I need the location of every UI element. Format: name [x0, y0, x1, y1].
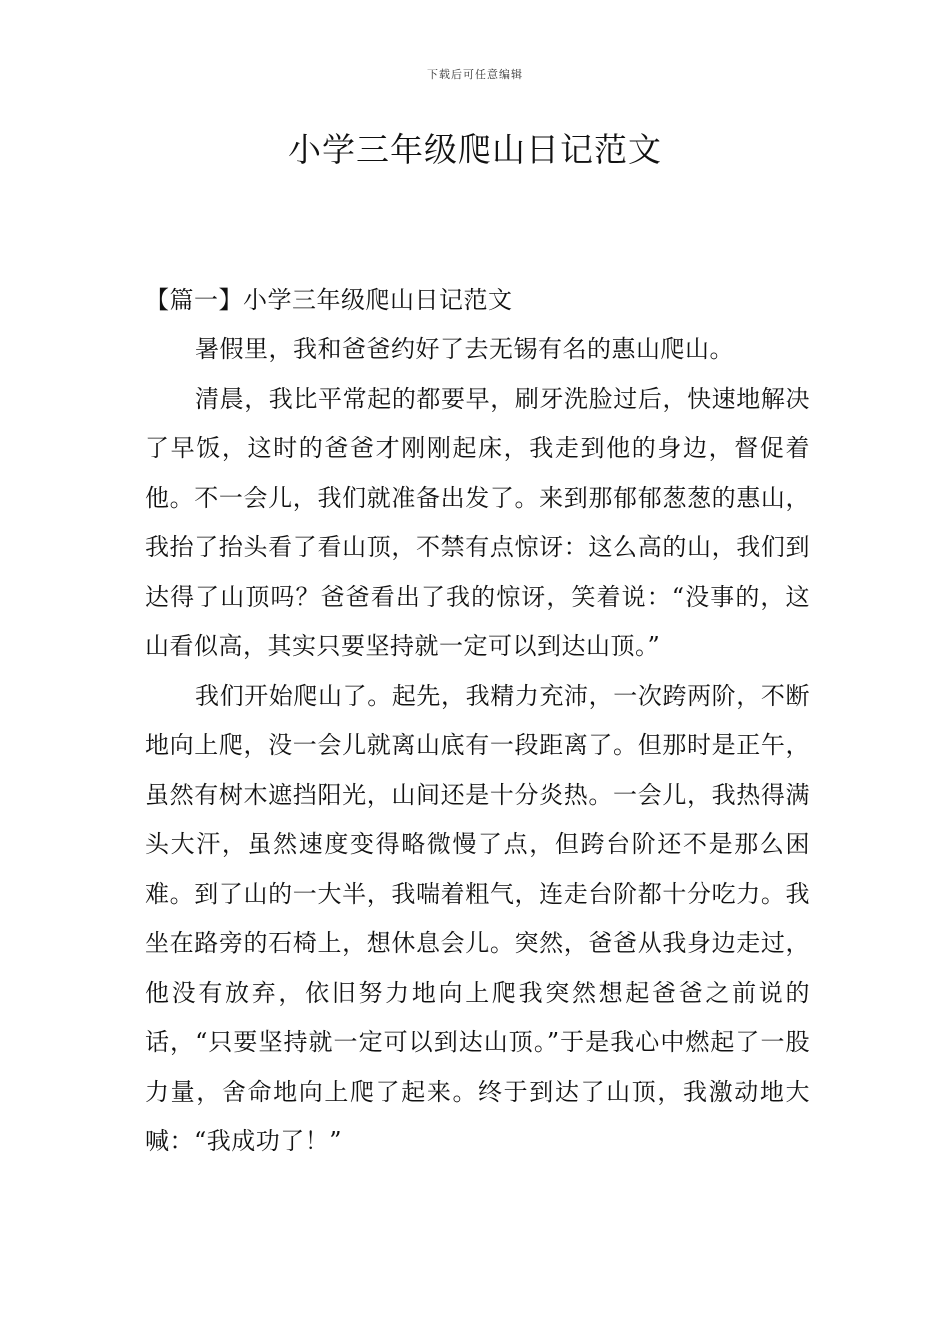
paragraph-1: 暑假里，我和爸爸约好了去无锡有名的惠山爬山。	[195, 335, 734, 363]
document-body	[145, 276, 810, 1167]
header-note: 下载后可任意编辑	[427, 68, 523, 81]
paragraph-2: 清晨，我比平常起的都要早，刷牙洗脸过后，快速地解决了早饭，这时的爸爸才刚刚起床，我走到他的身边，督促着他。不一会儿，我们就准备出发了。来到那郁郁葱葱的惠山，我抬了抬头看了看山顶，不禁有点惊讶：这么高的山，我们到达得了山顶吗？爸爸看出了我的惊讶，笑着说：“没事的，这山看似高，其实只要坚持就一定可以到达山顶。”	[145, 384, 810, 660]
section-heading: 【篇一】小学三年级爬山日记范文	[145, 286, 513, 314]
document-title: 小学三年级爬山日记范文	[288, 130, 662, 169]
paragraph-3: 我们开始爬山了。起先，我精力充沛，一次跨两阶，不断地向上爬，没一会儿就离山底有一段距离了。但那时是正午，虽然有树木遮挡阳光，山间还是十分炎热。一会儿，我热得满头大汗，虽然速度变得略微慢了点，但跨台阶还不是那么困难。到了山的一大半，我喘着粗气，连走台阶都十分吃力。我坐在路旁的石椅上，想休息会儿。突然，爸爸从我身边走过，他没有放弃，依旧努力地向上爬我突然想起爸爸之前说的话，“只要坚持就一定可以到达山顶。”于是我心中燃起了一股力量，舍命地向上爬了起来。终于到达了山顶，我激动地大喊：“我成功了！”	[145, 681, 810, 1155]
